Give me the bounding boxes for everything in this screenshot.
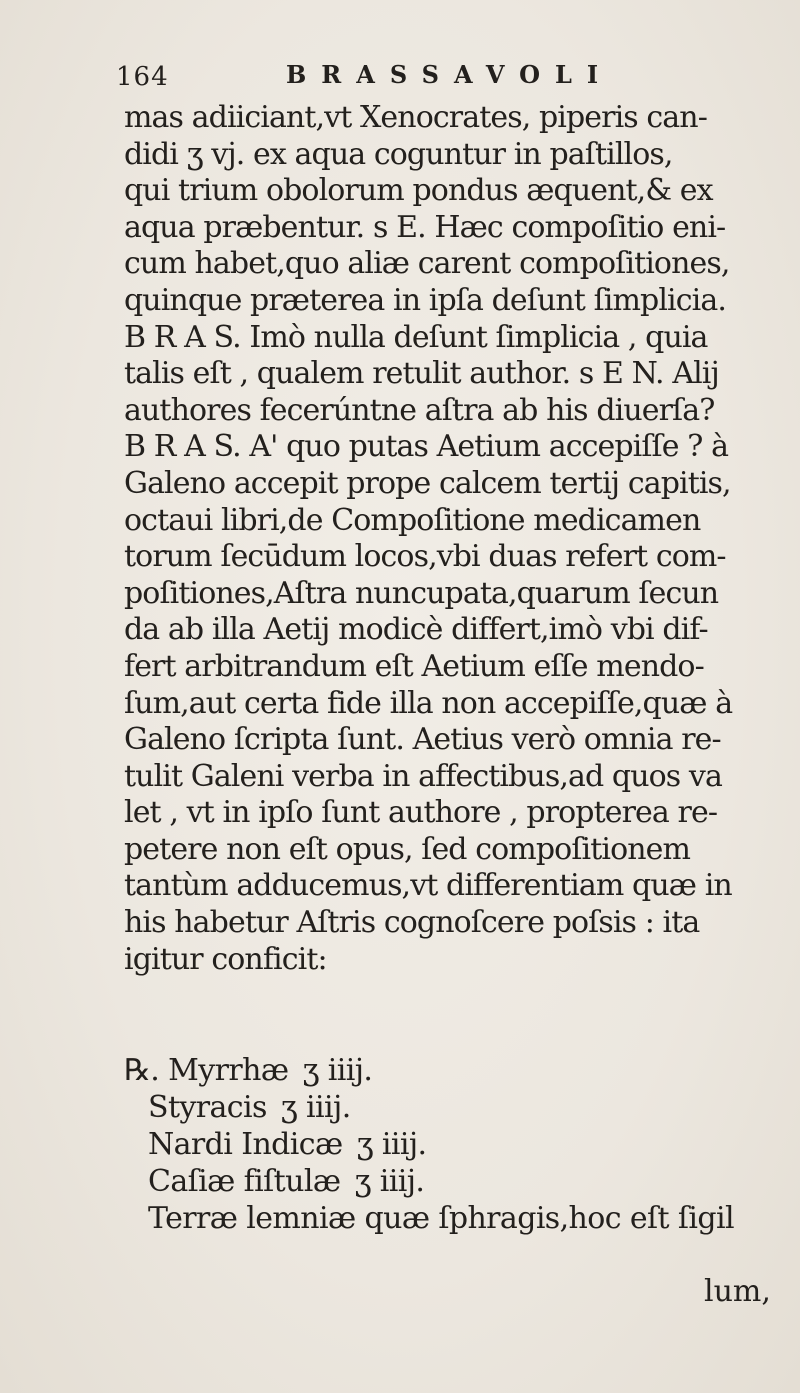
recipe-item (124, 1052, 784, 1089)
text-line: aqua præbentur. s E. Hæc compoſitio eni- (124, 209, 726, 245)
recipe-ingredient: Caſiæ fiſtulæ (148, 1164, 341, 1199)
recipe-item (124, 1126, 784, 1163)
text-line: cum habet,quo aliæ carent compoſitiones, (124, 246, 730, 282)
page-header (116, 50, 676, 96)
text-line: authores fecerúntne aſtra ab his diuerſa? (124, 392, 715, 428)
text-line: torum ſecūdum locos,vbi duas refert com- (124, 539, 726, 575)
recipe-ingredient: ℞. Myrrhæ (124, 1053, 289, 1088)
text-line: his habetur Aſtris cognoſcere poſsis : ita (124, 905, 700, 941)
text-line: igitur conficit: (124, 941, 327, 977)
page-number: 164 (116, 62, 169, 92)
recipe-quantity: ʒ iiij. (280, 1090, 351, 1125)
text-line: Galeno accepit prope calcem tertij capitis, (124, 465, 731, 501)
text-line: poſitiones,Aſtra nuncupata,quarum ſecun (124, 575, 719, 611)
text-line: fert arbitrandum eſt Aetium eſſe mendo- (124, 648, 704, 684)
text-line: didi ʒ vj. ex aqua coguntur in paſtillos, (124, 136, 673, 172)
body-text (124, 100, 784, 978)
text-line: quinque præterea in ipſa deſunt ſimplicia. (124, 282, 726, 318)
recipe-quantity: ʒ iiij. (302, 1053, 373, 1088)
text-line: ſum,aut certa fide illa non accepiſſe,quæ à (124, 685, 733, 721)
recipe-quantity: ʒ iiij. (356, 1127, 427, 1162)
recipe-ingredient: Styracis (148, 1090, 267, 1125)
text-line: da ab illa Aetij modicè differt,imò vbi dif- (124, 612, 708, 648)
recipe-item (124, 1163, 784, 1200)
text-line: qui trium obolorum pondus æquent,& ex (124, 173, 713, 209)
recipe-ingredient: Nardi Indicæ (148, 1127, 343, 1162)
recipe-final-line: Terræ lemniæ quæ ſphragis,hoc eſt ſigil (148, 1201, 735, 1236)
text-line: talis eſt , qualem retulit author. s E N. Alij (124, 356, 719, 392)
text-line: mas adiiciant,vt Xenocrates, piperis can- (124, 100, 707, 135)
text-line: petere non eſt opus, ſed compoſitionem (124, 831, 691, 867)
text-line: let , vt in ipſo ſunt authore , propterea re- (124, 795, 718, 831)
text-line: B R A S. A' quo putas Aetium accepiſſe ? à (124, 429, 729, 465)
recipe-list (124, 1052, 784, 1237)
catchword: lum, (704, 1274, 771, 1309)
text-line: octaui libri,de Compoſitione medicamen (124, 502, 701, 538)
running-head: BRASSAVOLI (286, 60, 614, 89)
text-line: Galeno ſcripta ſunt. Aetius verò omnia re- (124, 722, 721, 758)
text-line: tulit Galeni verba in affectibus,ad quos va (124, 758, 722, 794)
recipe-quantity: ʒ iiij. (354, 1164, 425, 1199)
text-line: B R A S. Imò nulla deſunt ſimplicia , quia (124, 319, 708, 355)
recipe-item (124, 1089, 784, 1126)
text-line: tantùm adducemus,vt differentiam quæ in (124, 868, 732, 904)
